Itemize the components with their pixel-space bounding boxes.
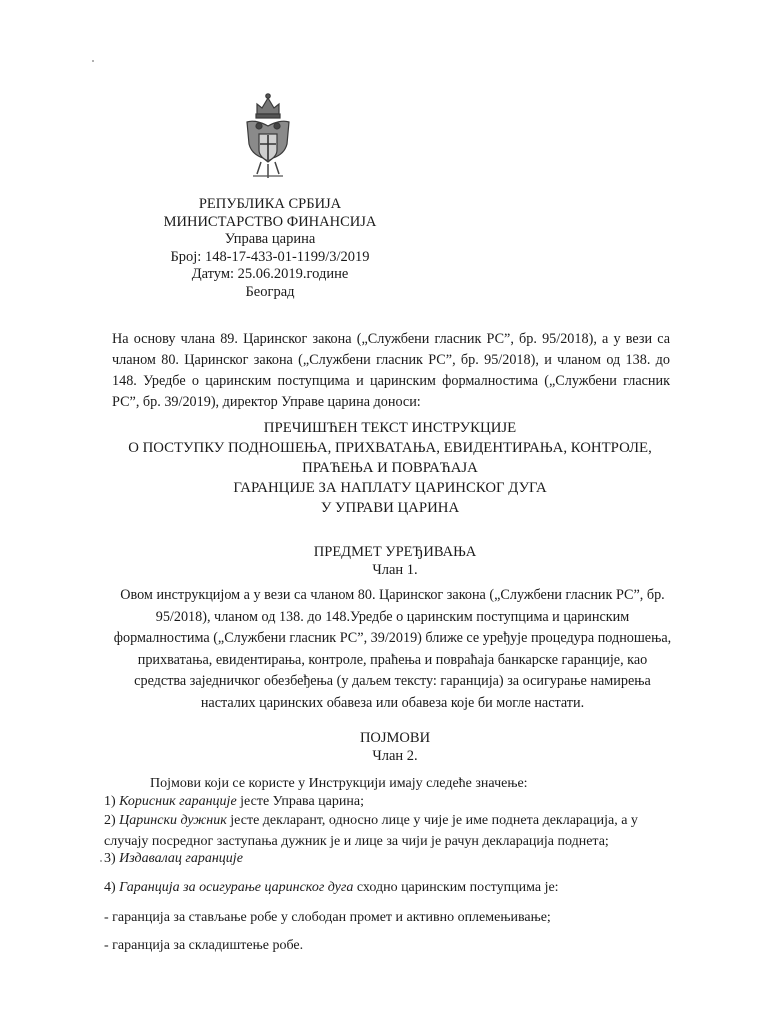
title-line-5: У УПРАВИ ЦАРИНА bbox=[320, 500, 460, 516]
title-line-2: О ПОСТУПКУ ПОДНОШЕЊА, ПРИХВАТАЊА, ЕВИДЕНТИРАЊА, КОНТРОЛЕ, bbox=[128, 440, 652, 456]
definition-item-4 bbox=[104, 877, 674, 898]
section-1-heading: ПРЕДМЕТ УРЕЂИВАЊА bbox=[313, 544, 477, 560]
title-line-3: ПРАЋЕЊА И ПОВРАЋАЈА bbox=[302, 460, 478, 476]
letterhead bbox=[140, 196, 400, 301]
serbian-coat-of-arms-icon bbox=[243, 92, 293, 190]
item-text: сходно царинским поступцима је: bbox=[353, 880, 559, 895]
definition-item-3 bbox=[104, 848, 674, 869]
section-1-header bbox=[130, 543, 660, 579]
definition-item-2 bbox=[104, 810, 674, 852]
item-text: јесте декларант, односно лице у чије је име поднета декларација, а у случају посредног заступања дужник је и лице за чији је рачун декларација поднета; bbox=[104, 813, 638, 849]
scan-speck bbox=[92, 60, 94, 62]
article-1-text: Овом инструкцијом а у вези са чланом 80. Царинског закона („Службени гласник РС”, бр. 95/2018), чланом од 138. до 148.Уредбе о царинским поступцима и царинским формалностима („Службени гласник РС”, 39/2019) ближе се уређује процедура подношења, прихватања, евидентирања, контроле, праћења и повраћаја банкарске гаранције, као средства заједничког обезбеђења (у даљем тексту: гаранција) за осигурање намирења насталих царинских обавеза или обавеза које би могле настати. bbox=[113, 587, 672, 711]
item-number: 2) bbox=[104, 813, 116, 828]
section-2-heading: ПОЈМОВИ bbox=[359, 730, 431, 746]
definitions-lead: Појмови који се користе у Инструкцији имају следеће значење: bbox=[150, 776, 528, 791]
administration-name: Управа царина bbox=[224, 231, 316, 247]
scan-speck bbox=[100, 860, 102, 862]
guarantee-type-1: - гаранција за стављање робе у слободан промет и активно оплемењивање; bbox=[104, 910, 551, 925]
republic-name: РЕПУБЛИКА СРБИЈА bbox=[198, 196, 342, 212]
item-term: Царински дужник bbox=[119, 813, 227, 828]
item-number: 1) bbox=[104, 794, 116, 809]
item-text: јесте Управа царина; bbox=[236, 794, 364, 809]
intro-paragraph: На основу члана 89. Царинског закона („Службени гласник РС”, бр. 95/2018), а у вези са чланом 80. Царинског закона („Службени гласник РС”, бр. 95/2018), и чланом од 138. до 148. Уредбе о царинским поступцима и царинским формалностима („Службени гласник РС”, бр. 39/2019), директор Управе царина доноси: bbox=[112, 331, 670, 410]
section-1-article: Члан 1. bbox=[372, 562, 418, 578]
item-number: 4) bbox=[104, 880, 116, 895]
document-date: Датум: 25.06.2019.године bbox=[191, 266, 349, 282]
section-2-header bbox=[130, 729, 660, 765]
item-term: Гаранција за осигурање царинског дуга bbox=[119, 880, 354, 895]
document-title bbox=[100, 418, 680, 518]
document-number: Број: 148-17-433-01-1199/3/2019 bbox=[170, 248, 370, 265]
guarantee-type-2: - гаранција за складиштење робе. bbox=[104, 938, 304, 953]
title-line-1: ПРЕЧИШЋЕН ТЕКСТ ИНСТРУКЦИЈЕ bbox=[263, 420, 517, 436]
item-number: 3) bbox=[104, 851, 116, 866]
title-line-4: ГАРАНЦИЈЕ ЗА НАПЛАТУ ЦАРИНСКОГ ДУГА bbox=[233, 480, 547, 496]
definition-item-1 bbox=[104, 791, 674, 812]
ministry-name: МИНИСТАРСТВО ФИНАНСИЈА bbox=[163, 213, 377, 230]
city-name: Београд bbox=[245, 283, 295, 300]
item-term: Издавалац гаранције bbox=[119, 851, 243, 866]
section-2-article: Члан 2. bbox=[372, 748, 418, 764]
item-term: Корисник гаранције bbox=[119, 794, 237, 809]
